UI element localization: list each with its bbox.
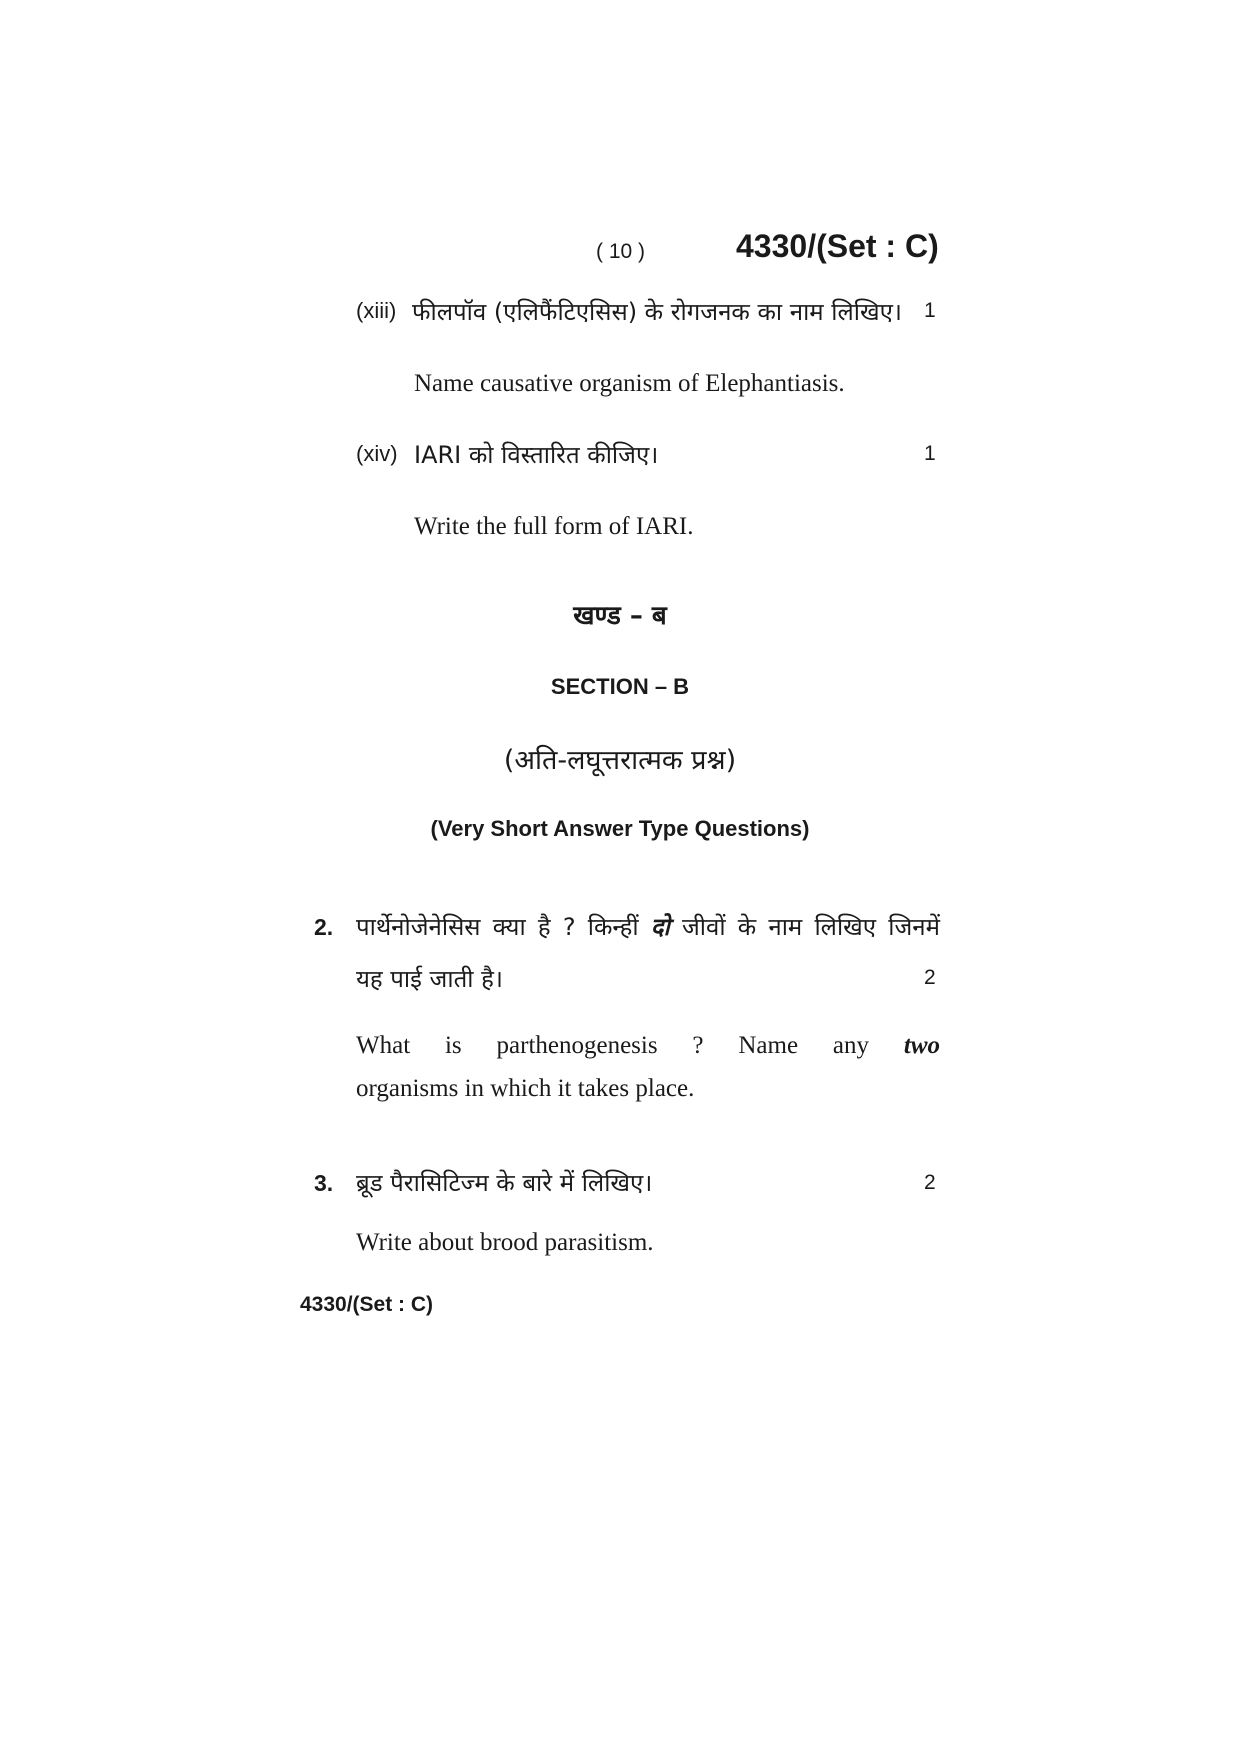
q2-english-emphasis: two [903,1032,940,1059]
question-xiii-marks: 1 [924,299,936,322]
section-title-english: SECTION – B [550,674,690,699]
question-3-number: 3. [314,1170,334,1196]
question-xiv-hindi: IARI को विस्तारित कीजिए। [414,441,659,469]
question-2-hindi-line1 [356,910,940,943]
question-label-xiii: (xiii) [356,298,397,323]
paper-code-header: 4330/(Set : C) [736,228,939,264]
q2-hindi-part-a: पार्थेनोजेनेसिस क्या है ? किन्हीं [356,913,639,941]
q2-hindi-emphasis: दो [650,913,670,941]
paper-code-footer: 4330/(Set : C) [300,1293,434,1316]
question-3-hindi: ब्रूड पैरासिटिज्म के बारे में लिखिए। [356,1169,653,1197]
question-2-number: 2. [314,914,334,940]
question-2-marks: 2 [924,966,936,989]
question-3-marks: 2 [924,1171,936,1194]
question-label-xiv: (xiv) [356,441,398,466]
question-xiii-hindi: फीलपॉव (एलिफैंटिएसिस) के रोगजनक का नाम लिखिए। [412,298,902,326]
section-type-english: (Very Short Answer Type Questions) [430,816,810,841]
question-xiv-english: Write the full form of IARI. [414,513,694,540]
question-xiii-english: Name causative organism of Elephantiasis. [414,370,845,397]
question-3-english: Write about brood parasitism. [356,1229,654,1256]
question-xiv-marks: 1 [924,442,936,465]
page-number: ( 10 ) [596,240,646,263]
question-2-english-line1 [356,1032,940,1060]
section-title-hindi: खण्ड – ब [573,601,667,631]
section-type-hindi: (अति-लघूत्तरात्मक प्रश्न) [503,745,737,776]
question-2-hindi-line2: यह पाई जाती है। [356,965,503,993]
q2-hindi-part-b: जीवों के नाम लिखिए जिनमें [681,913,940,941]
q2-english-part-a: What is parthenogenesis ? Name any [356,1032,870,1059]
question-2-english-line2: organisms in which it takes place. [356,1075,695,1102]
